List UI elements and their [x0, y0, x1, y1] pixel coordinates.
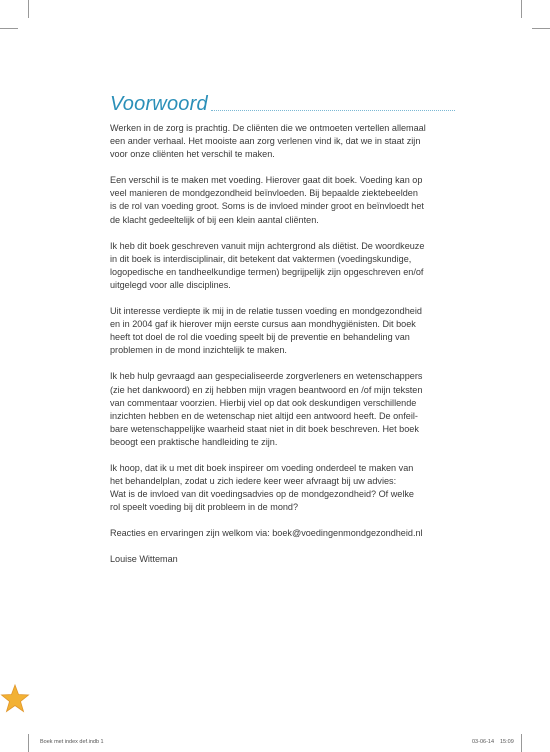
footer-filename: Boek met index def.indb 1 [40, 739, 104, 745]
text-line: Werken in de zorg is prachtig. De cliënten die we ontmoeten vertellen allemaal [110, 123, 426, 133]
crop-mark [28, 0, 29, 18]
paragraph [110, 305, 455, 357]
text-line: Wat is de invloed van dit voedingsadvies op de mondgezondheid? Of welke [110, 489, 414, 500]
heading-row [110, 92, 455, 116]
text-line: en in 2004 gaf ik hierover mijn eerste cursus aan mondhygiënisten. Dit boek [110, 319, 416, 330]
paragraph [110, 370, 455, 449]
heading-dotted-rule [211, 110, 455, 111]
text-line: voor onze cliënten het verschil te maken. [110, 149, 275, 160]
page-title: Voorwoord [110, 93, 208, 115]
star-logo-icon [0, 684, 30, 714]
paragraph [110, 553, 455, 566]
text-line: is de rol van voeding groot. Soms is de invloed minder groot en beïnvloedt het [110, 201, 424, 212]
body-text [110, 122, 455, 567]
crop-mark [532, 28, 550, 29]
text-line: problemen in de mond inzichtelijk te maken. [110, 345, 287, 356]
paragraph [110, 240, 455, 292]
text-line: Ik hoop, dat ik u met dit boek inspireer om voeding onderdeel te maken van [110, 462, 414, 473]
text-line: inzichten hebben en de wetenschap niet altijd een antwoord heeft. De onfeil- [110, 410, 418, 421]
crop-mark [28, 734, 29, 752]
text-line: Louise Witteman [110, 554, 178, 565]
text-line: bare wetenschappelijke waarheid staat niet in dit boek beschreven. Het boek [110, 423, 419, 434]
text-line: Ik heb dit boek geschreven vanuit mijn achtergrond als diëtist. De woordkeuze [110, 240, 425, 251]
text-line: logopedische en tandheelkundige termen) begrijpelijk zijn opgeschreven en/of [110, 266, 424, 277]
text-line: (zie het dankwoord) en zij hebben mijn vragen beantwoord en /of mijn teksten [110, 384, 423, 395]
footer-time: 15:09 [500, 739, 514, 745]
text-line: van commentaar voorzien. Hierbij viel op dat ook deskundigen verschillende [110, 397, 417, 408]
paragraph [110, 527, 455, 540]
text-line: Reacties en ervaringen zijn welkom via: boek@voedingenmondgezondheid.nl [110, 528, 423, 539]
crop-mark [0, 28, 18, 29]
text-line: veel manieren de mondgezondheid beïnvloeden. Bij bepaalde ziektebeelden [110, 188, 418, 199]
text-line: rol speelt voeding bij dit probleem in de mond? [110, 502, 299, 513]
text-line: Uit interesse verdiepte ik mij in de relatie tussen voeding en mondgezondheid [110, 306, 422, 317]
text-line: de klacht gedeeltelijk of bij een klein aantal cliënten. [110, 214, 319, 225]
text-line: een ander verhaal. Het mooiste aan zorg verlenen vind ik, dat we in staat zijn [110, 136, 421, 147]
crop-mark [521, 734, 522, 752]
paragraph [110, 122, 455, 161]
text-line: heeft tot doel de rol die voeding speelt bij de preventie en behandeling van [110, 332, 410, 343]
text-line: het behandelplan, zodat u zich iedere keer weer afvraagt bij uw advies: [110, 476, 397, 487]
page-content [110, 92, 455, 580]
text-line: Een verschil is te maken met voeding. Hierover gaat dit boek. Voeding kan op [110, 175, 423, 186]
text-line: beoogt een praktische handleiding te zijn. [110, 436, 278, 447]
footer-date: 03-06-14 [472, 739, 495, 745]
paragraph [110, 174, 455, 226]
crop-mark [521, 0, 522, 18]
text-line: uitgelegd voor alle disciplines. [110, 279, 231, 290]
text-line: in dit boek is interdisciplinair, dit betekent dat vaktermen (voedingskundige, [110, 253, 412, 264]
text-line: Ik heb hulp gevraagd aan gespecialiseerde zorgverleners en wetenschappers [110, 371, 423, 382]
paragraph [110, 462, 455, 514]
